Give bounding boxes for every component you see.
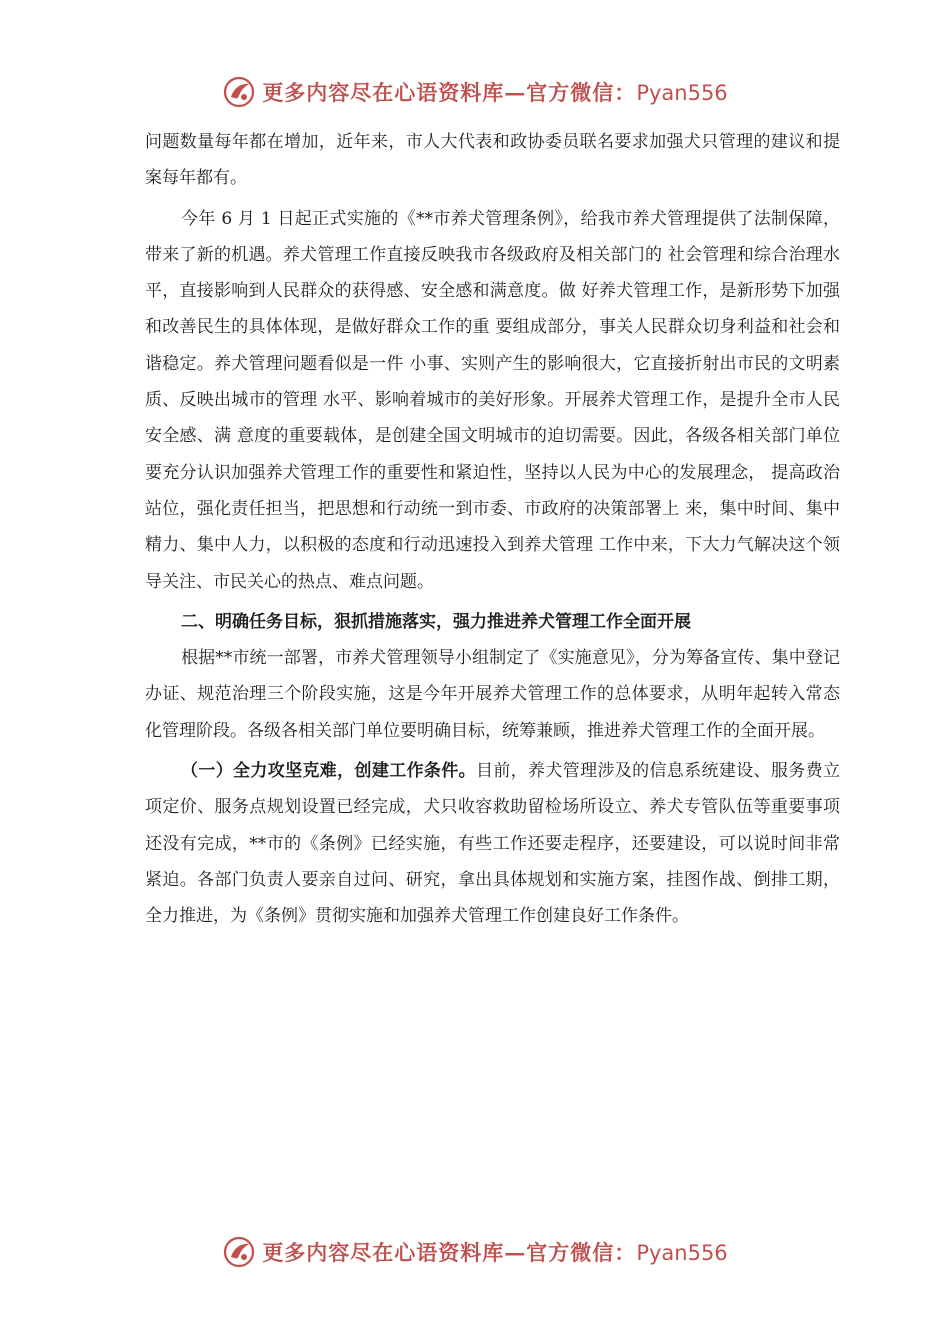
paragraph-2: 今年 6 月 1 日起正式实施的《**市养犬管理条例》，给我市养犬管理提供了法制保障，带来了新的机遇。养犬管理工作直接反映我市各级政府及相关部门的 社会管理和综合治理水平，直接影响到人民群众的获得感、安全感和满意度。做 好养犬管理工作，是新形势下加强和改善民生的具体体现，是做好群众工作的重 要组成部分，事关人民群众切身利益和社会和谐稳定。养犬管理问题看似是一件 小事、实则产生的影响很大，它直接折射出市民的文明素质、反映出城市的管理 水平、影响着城市的美好形象。开展养犬管理工作，是提升全市人民安全感、满 意度的重要载体，是创建全国文明城市的迫切需要。因此，各级各相关部门单位 要充分认识加强养犬管理工作的重要性和紧迫性，坚持以人民为中心的发展理念， 提高政治站位，强化责任担当，把思想和行动统一到市委、市政府的决策部署上 来，集中时间、集中精力、集中人力，以积极的态度和行动迅速投入到养犬管理 工作中来，下大力气解决这个领导关注、市民关心的热点、难点问题。 (145, 208, 840, 592)
paragraph-4 (145, 753, 840, 934)
header-banner (0, 72, 950, 112)
brand-logo-icon (222, 75, 256, 109)
paragraph-3: 根据**市统一部署，市养犬管理领导小组制定了《实施意见》，分为筹备宣传、集中登记办证、规范治理三个阶段实施，这是今年开展养犬管理工作的总体要求，从明年起转入常态化管理阶段。各级各相关部门单位要明确目标，统筹兼顾，推进养犬管理工作的全面开展。 (145, 648, 840, 741)
brand-logo-icon (222, 1235, 256, 1269)
document-body (145, 124, 840, 935)
header-banner-text: 更多内容尽在心语资料库—官方微信：Pyan556 (262, 80, 728, 105)
paragraph-1: 问题数量每年都在增加，近年来，市人大代表和政协委员联名要求加强犬只管理的建议和提案每年都有。 (145, 132, 840, 189)
subsection-text-1: 目前，养犬管理涉及的信息系统建设、服务费立项定价、服务点规划设置已经完成，犬只收容救助留检场所设立、养犬专管队伍等重要事项还没有完成，**市的《条例》已经实施，有些工作还要走程序，还要建设，可以说时间非常紧迫。各部门负责人要亲自过问、研究，拿出具体规划和实施方案，挂图作战、倒排工期，全力推进，为《条例》贯彻实施和加强养犬管理工作创建良好工作条件。 (145, 761, 841, 927)
subsection-title-1: （一）全力攻坚克难，创建工作条件。 (181, 761, 476, 782)
section-heading-2: 二、明确任务目标，狠抓措施落实，强力推进养犬管理工作全面开展 (181, 611, 691, 632)
footer-banner-text: 更多内容尽在心语资料库—官方微信：Pyan556 (262, 1240, 728, 1265)
footer-banner (0, 1232, 950, 1272)
